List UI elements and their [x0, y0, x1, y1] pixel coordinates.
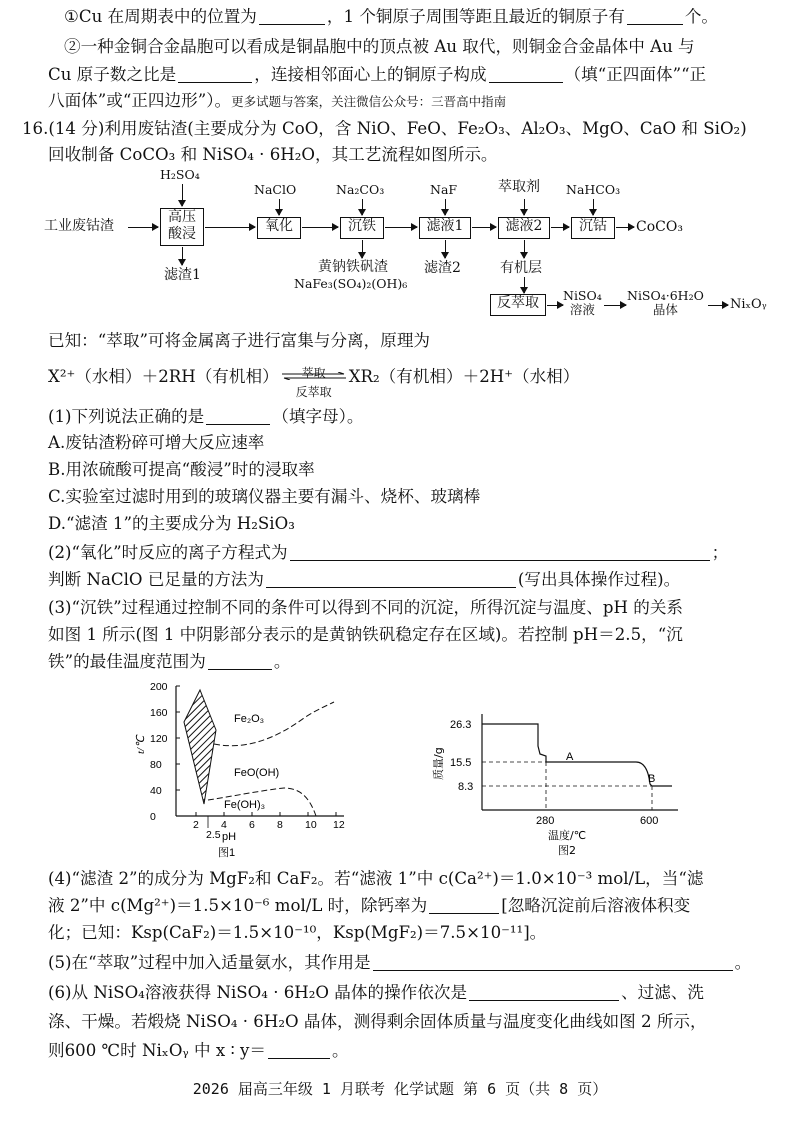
fig1-x-axis-label: pH [222, 831, 237, 843]
process-flowchart [0, 0, 800, 330]
sub6-ratio-suffix: 。 [332, 1041, 349, 1060]
flow-arrow-residue-fe [362, 240, 363, 258]
fig1-xtick-label: 10 [305, 819, 317, 831]
fig1-boundary-fe2o3 [214, 702, 334, 746]
fig2-point-b: B [648, 773, 656, 785]
fig2-point-a: A [566, 751, 574, 763]
niso4-crystal: NiSO₄·6H₂O 晶体 [627, 288, 704, 317]
flow-arrow-na2co3 [362, 199, 363, 215]
answer-blank-xy-ratio[interactable] [268, 1041, 330, 1059]
fig1-ytick-label: 160 [150, 707, 168, 719]
sub5-suffix: 。 [734, 953, 752, 972]
fig1-region-feoh3: Fe(OH)₃ [224, 799, 266, 811]
sub6-text-2: 涤、干燥。若煅烧 NiSO₄ · 6H₂O 晶体，测得剩余固体质量与温度变化曲线如图 2 所示， [48, 1012, 707, 1031]
sub2-method-suffix: (写出具体操作过程)。 [517, 570, 681, 589]
page-footer: 2026 届高三年级 1 月联考 化学试题 第 6 页（共 8 页） [192, 1080, 608, 1098]
sub2-line-1 [48, 540, 778, 566]
sub3-line-3 [48, 649, 778, 675]
flow-arrow-4 [472, 227, 496, 228]
flow-arrow-8 [604, 305, 626, 306]
fig1-region-feooh: FeO(OH) [234, 767, 280, 779]
option-a [48, 430, 778, 456]
equilibrium-arrow [281, 366, 347, 399]
q1-middle: ，1 个铜原子周围等距且最近的铜原子有 [326, 7, 625, 26]
q16-title: 16.(14 分)利用废钴渣(主要成分为 CoO，含 NiO、FeO、Fe₂O₃、Al₂O₃、MgO、CaO 和 SiO₂) [22, 119, 747, 138]
sub6-line-2 [48, 1009, 778, 1035]
answer-blank-sub1[interactable] [206, 407, 270, 425]
sub2-prefix: (2)“氧化”时反应的离子方程式为 [48, 543, 288, 562]
sub6-line-3 [48, 1038, 778, 1064]
option-d [48, 511, 778, 537]
flow-arrow-nahco3 [593, 199, 594, 215]
flow-box-acid-leach: 高压 酸浸 [160, 208, 204, 246]
answer-blank-naclo-method[interactable] [266, 570, 516, 588]
flow-arrow-naclo [279, 199, 280, 215]
fig2-x-axis-label: 温度/℃ [548, 829, 587, 842]
sub3-suffix: 。 [273, 652, 291, 671]
flow-arrow-3 [385, 227, 417, 228]
sub4-prefix: 液 2”中 c(Mg²⁺)＝1.5×10⁻⁶ mol/L 时，除钙率为 [48, 896, 428, 915]
sub5-prefix: (5)在“萃取”过程中加入适量氨水，其作用是 [48, 953, 371, 972]
flow-arrow-naf [445, 199, 446, 215]
option-a-text: A.废钴渣粉碎可增大反应速率 [48, 433, 265, 452]
flow-arrow-2 [302, 227, 338, 228]
sub3-prefix: 铁”的最佳温度范围为 [48, 652, 206, 671]
q2-text-1: ②一种金铜合金晶胞可以看成是铜晶胞中的顶点被 Au 取代，则铜金合金晶体中 Au 与 [64, 37, 695, 56]
sub4-line-2 [48, 893, 778, 919]
reagent-h2so4: H₂SO₄ [160, 167, 200, 182]
flow-arrow-residue2 [445, 240, 446, 258]
flow-arrow-1 [205, 227, 255, 228]
sub6-ratio-prefix: 则600 ℃时 NiₓOᵧ 中 x ∶ y＝ [48, 1041, 267, 1060]
flow-arrow-residue1 [182, 247, 183, 265]
option-c-text: C.实验室过滤时用到的玻璃仪器主要有漏斗、烧杯、玻璃棒 [48, 487, 481, 506]
known-line [48, 328, 778, 354]
fig2-xtick-280: 280 [536, 815, 555, 827]
sub2-method-prefix: 判断 NaClO 已足量的方法为 [48, 570, 264, 589]
option-d-text: D.“滤渣 1”的主要成分为 H₂SiO₃ [48, 514, 295, 533]
flow-arrow-9 [708, 305, 728, 306]
arrow-label-back-extract: 反萃取 [295, 385, 332, 399]
fig1-xtick-label: 8 [277, 819, 283, 831]
residue-2: 滤渣2 [424, 260, 461, 276]
flow-arrow-5 [551, 227, 569, 228]
flow-box-precip-co: 沉钴 [571, 217, 615, 239]
sub1-prefix: (1)下列说法正确的是 [48, 407, 205, 426]
figure-2-mass-temperature [428, 708, 688, 864]
flow-arrow-7 [547, 305, 563, 306]
fig1-ytick-label: 200 [150, 681, 168, 693]
sub6-suffix: 、过滤、洗 [621, 983, 705, 1002]
flow-arrow-h2so4 [182, 184, 183, 206]
fig1-caption: 图1 [218, 847, 236, 859]
figure-1-phase-diagram [134, 678, 364, 864]
answer-blank-temperature[interactable] [208, 652, 272, 670]
residue-fe-name: 黄钠铁矾渣 [318, 259, 388, 275]
sub3-text-2: 如图 1 所示(图 1 中阴影部分表示的是黄钠铁矾稳定存在区域)。若控制 pH＝2.5，“沉 [48, 625, 683, 644]
reagent-naf: NaF [430, 182, 458, 197]
q1-suffix: 个。 [684, 7, 719, 26]
equation-left: X²⁺（水相）＋2RH（有机相） [48, 367, 279, 386]
flow-product-coco3: CoCO₃ [636, 219, 683, 235]
sub2-semicolon: ； [711, 543, 729, 562]
fig1-y-axis-label: t/℃ [135, 735, 147, 754]
fig1-extra-tick-2-5: 2.5 [206, 829, 221, 841]
fig1-hatched-region [184, 690, 216, 804]
sub3-line-2 [48, 622, 778, 648]
flow-arrow-start [128, 227, 158, 228]
sub4-line-3 [48, 920, 778, 946]
sub4-suffix: [忽略沉淀前后溶液体积变 [501, 896, 691, 915]
sub3-text-1: (3)“沉铁”过程通过控制不同的条件可以得到不同的沉淀，所得沉淀与温度、pH 的关系 [48, 598, 684, 617]
fig2-caption: 图2 [558, 844, 576, 857]
sub1-stem [48, 404, 778, 430]
sub4-text-1: (4)“滤渣 2”的成分为 MgF₂和 CaF₂。若“滤液 1”中 c(Ca²⁺)＝1.0×10⁻³ mol/L，当“滤 [48, 869, 704, 888]
fig1-region-fe2o3: Fe₂O₃ [234, 713, 265, 725]
fig2-mass-curve [482, 724, 672, 786]
fig1-ytick-label: 0 [150, 811, 156, 823]
equilibrium-equation [48, 364, 778, 399]
flow-box-filtrate2: 滤液2 [498, 217, 550, 239]
q1-prefix: ①Cu 在周期表中的位置为 [64, 7, 257, 26]
fig2-xtick-600: 600 [640, 815, 659, 827]
reagent-naclo: NaClO [254, 182, 297, 197]
fig2-ytick-8-3: 8.3 [458, 781, 474, 793]
flow-arrow-6 [616, 227, 634, 228]
nixoy-product: NiₓOᵧ [730, 297, 767, 312]
answer-blank-ammonia-role[interactable] [373, 953, 733, 971]
fig2-ytick-15-5: 15.5 [450, 757, 472, 769]
known-text: 已知：“萃取”可将金属离子进行富集与分离，原理为 [48, 331, 431, 350]
equation-right: XR₂（有机相）＋2H⁺（水相） [348, 367, 580, 386]
residue-1: 滤渣1 [164, 267, 201, 283]
answer-blank-crystallize-steps[interactable] [469, 983, 619, 1001]
flow-start-label: 工业废钴渣 [44, 218, 114, 234]
flow-arrow-back-extract [524, 277, 525, 293]
flow-box-back-extract: 反萃取 [490, 294, 546, 316]
option-c [48, 484, 778, 510]
fig1-xtick-label: 12 [333, 819, 345, 831]
flow-box-filtrate1: 滤液1 [419, 217, 471, 239]
fig2-ytick-26-3: 26.3 [450, 719, 472, 731]
fig2-guide-lines [482, 762, 652, 810]
sub6-line-1 [48, 980, 778, 1006]
q16-title-2: 回收制备 CoCO₃ 和 NiSO₄ · 6H₂O，其工艺流程如图所示。 [48, 145, 498, 164]
q2-text-3: 八面体”或“正四边形”）。 [48, 91, 232, 110]
sub3-line-1 [48, 595, 778, 621]
fig1-xtick-label: 2 [193, 819, 199, 831]
answer-blank-ion-equation[interactable] [290, 543, 710, 561]
option-b-text: B.用浓硫酸可提高“酸浸”时的浸取率 [48, 460, 315, 479]
sub1-suffix: （填字母）。 [272, 407, 364, 426]
flow-arrow-extractant [524, 199, 525, 215]
fig1-xtick-label: 6 [249, 819, 255, 831]
option-b [48, 457, 778, 483]
niso4-solution: NiSO₄ 溶液 [563, 288, 602, 317]
q2-prefix: Cu 原子数之比是 [48, 65, 177, 84]
reagent-na2co3: Na₂CO₃ [336, 182, 385, 197]
answer-blank-ca-removal[interactable] [429, 896, 499, 914]
residue-fe-formula: NaFe₃(SO₄)₂(OH)₆ [294, 276, 408, 291]
sub4-text-3: 化；已知：Ksp(CaF₂)＝1.5×10⁻¹⁰，Ksp(MgF₂)＝7.5×10⁻¹¹]。 [48, 923, 547, 942]
flow-box-oxidize: 氧化 [257, 217, 301, 239]
reagent-nahco3: NaHCO₃ [566, 182, 621, 197]
watermark-note: 更多试题与答案，关注微信公众号：三晋高中指南 [231, 94, 507, 109]
fig2-y-axis-label: 质量/g [432, 747, 445, 780]
reagent-extractant: 萃取剂 [498, 179, 540, 195]
arrow-label-extract: 萃取 [301, 366, 326, 380]
sub2-line-2 [48, 567, 778, 593]
sub4-line-1 [48, 866, 778, 892]
fig1-ytick-label: 80 [150, 759, 162, 771]
fig1-xtick-label: 4 [221, 819, 227, 831]
flow-arrow-organic [524, 240, 525, 258]
organic-layer: 有机层 [500, 260, 542, 276]
q2-suffix: （填“正四面体”“正 [564, 65, 707, 84]
fig1-ytick-label: 120 [150, 733, 168, 745]
sub5-line [48, 950, 778, 976]
q2-middle: ，连接相邻面心上的铜原子构成 [254, 65, 487, 84]
flow-box-precip-fe: 沉铁 [340, 217, 384, 239]
fig1-ytick-label: 40 [150, 785, 162, 797]
sub6-prefix: (6)从 NiSO₄溶液获得 NiSO₄ · 6H₂O 晶体的操作依次是 [48, 983, 468, 1002]
